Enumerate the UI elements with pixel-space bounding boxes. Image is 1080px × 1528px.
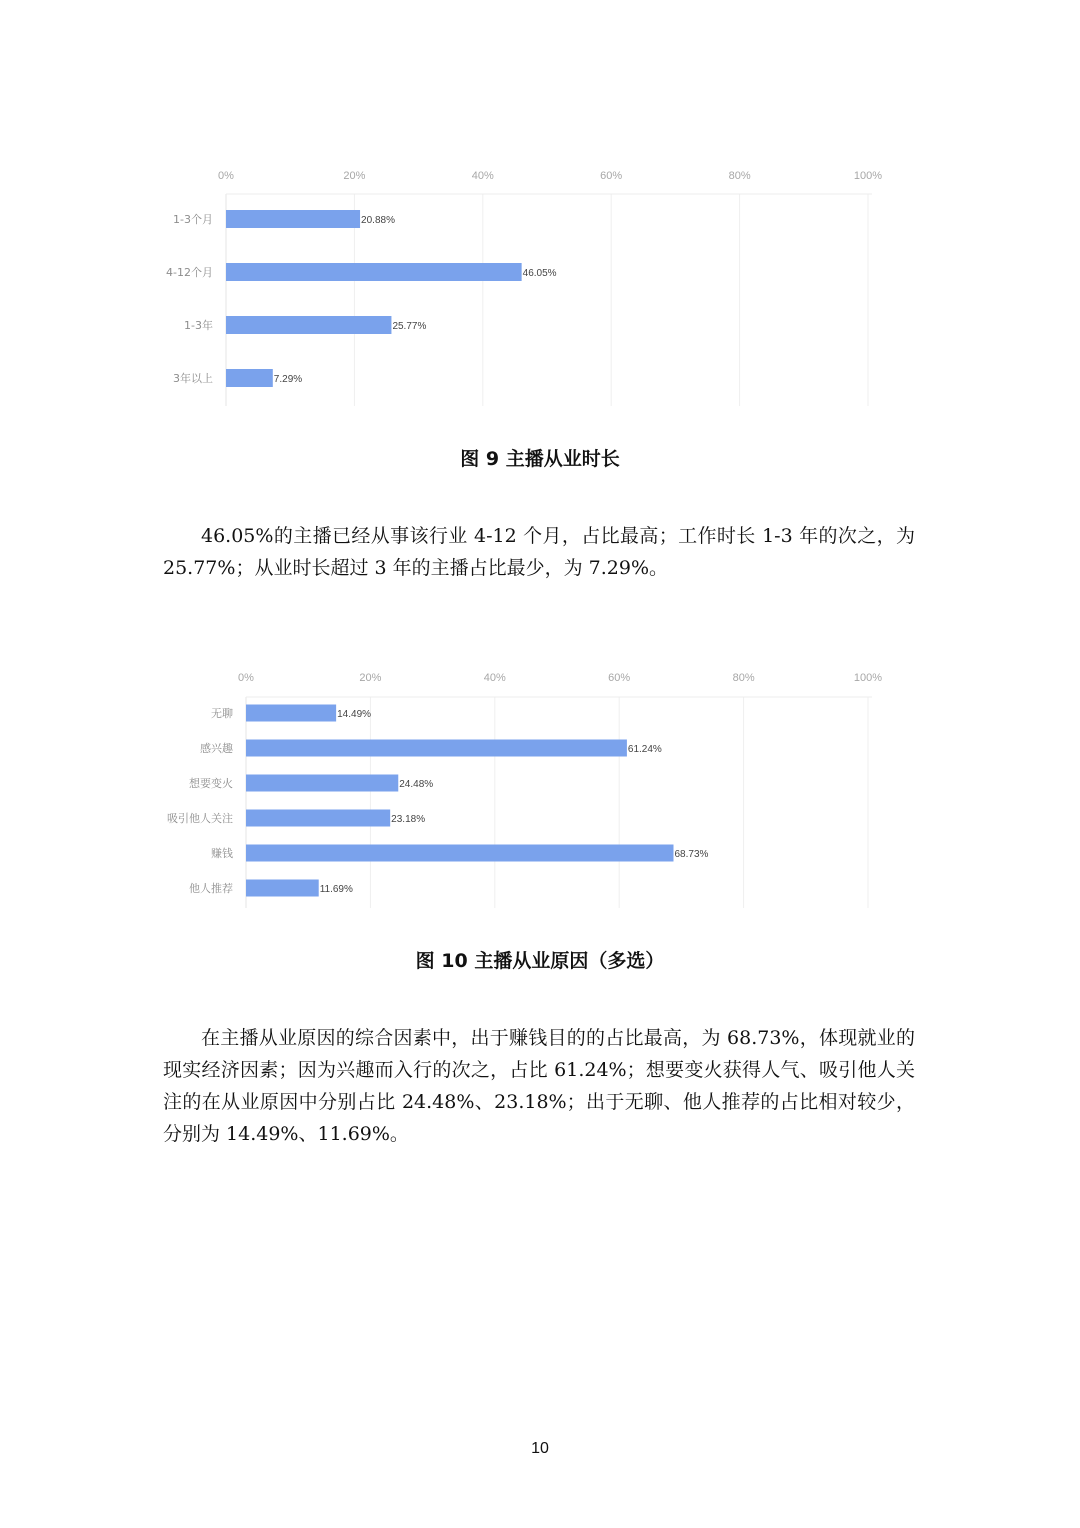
category-label: 他人推荐 (189, 882, 233, 895)
bar (246, 845, 674, 862)
category-label: 感兴趣 (200, 742, 233, 755)
category-label: 赚钱 (211, 847, 233, 860)
value-label: 24.48% (399, 779, 434, 790)
paragraph-duration-summary: 46.05%的主播已经从事该行业 4-12 个月，占比最高；工作时长 1-3 年的次之，为 25.77%；从业时长超过 3 年的主播占比最少，为 7.29%。 (163, 525, 915, 579)
value-label: 11.69% (319, 884, 353, 895)
x-tick-label: 40% (471, 170, 494, 182)
value-label: 7.29% (273, 374, 303, 385)
figure-9-caption: 图 9 主播从业时长 (460, 448, 620, 470)
bar (246, 740, 627, 757)
x-tick-label: 60% (600, 170, 623, 182)
x-tick-label: 0% (238, 672, 254, 684)
bar (226, 369, 273, 387)
x-tick-label: 80% (728, 170, 751, 182)
x-tick-label: 40% (483, 672, 506, 684)
value-label: 20.88% (361, 215, 395, 226)
value-label: 23.18% (391, 814, 426, 825)
bar (246, 705, 336, 722)
category-label: 无聊 (211, 707, 233, 720)
category-label: 3年以上 (173, 372, 213, 385)
chart-fig9-duration (166, 170, 882, 406)
x-tick-label: 80% (732, 672, 755, 684)
value-label: 14.49% (337, 709, 372, 720)
x-tick-label: 60% (608, 672, 631, 684)
category-label: 想要变火 (189, 777, 233, 790)
bar (246, 775, 398, 792)
category-label: 1-3个月 (173, 213, 213, 226)
value-label: 61.24% (627, 744, 662, 755)
bar (246, 810, 390, 827)
x-tick-label: 100% (853, 170, 883, 182)
value-label: 68.73% (674, 849, 709, 860)
page-number: 10 (531, 1440, 549, 1457)
category-label: 吸引他人关注 (167, 812, 233, 825)
category-label: 1-3年 (184, 319, 213, 332)
category-label: 4-12个月 (166, 266, 213, 279)
x-tick-label: 0% (218, 170, 234, 182)
bar (246, 880, 319, 897)
bar (226, 210, 360, 228)
chart-fig10-reasons (167, 672, 882, 908)
bar (226, 263, 522, 281)
bar (226, 316, 391, 334)
x-tick-label: 100% (853, 672, 883, 684)
paragraph-reasons-summary: 在主播从业原因的综合因素中，出于赚钱目的的占比最高，为 68.73%，体现就业的现实经济因素；因为兴趣而入行的次之，占比 61.24%；想要变火获得人气、吸引他人关注的在从业原因中分别占比 24.48%、23.18%；出于无聊、他人推荐的占比相对较少，分别为 14.49%、11.69%。 (163, 1027, 915, 1145)
value-label: 46.05% (522, 268, 557, 279)
x-tick-label: 20% (359, 672, 382, 684)
value-label: 25.77% (392, 321, 427, 332)
x-tick-label: 20% (343, 170, 366, 182)
figure-10-caption: 图 10 主播从业原因（多选） (415, 950, 665, 972)
